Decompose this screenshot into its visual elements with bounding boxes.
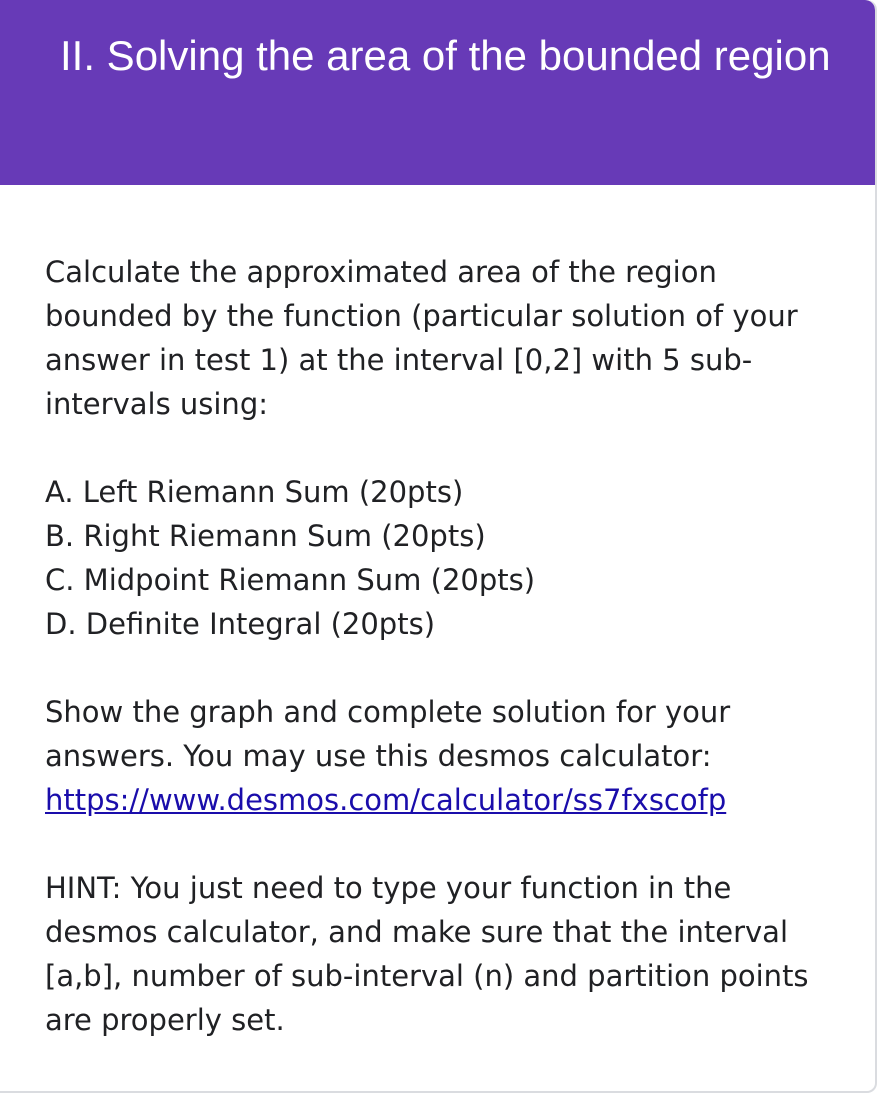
list-item-definite-integral: D. Definite Integral (20pts) <box>45 607 436 641</box>
hint-text: HINT: You just need to type your function in the desmos calculator, and make sure that the interval [a,b], number of sub-interval (n) and partition points are properly set. <box>45 871 809 1037</box>
section-title: II. Solving the area of the bounded region <box>60 32 831 79</box>
instructions-text <box>45 690 845 822</box>
list-item-midpoint-riemann: C. Midpoint Riemann Sum (20pts) <box>45 563 536 597</box>
section-description <box>45 250 845 1042</box>
spacer <box>45 822 845 866</box>
list-item-right-riemann: B. Right Riemann Sum (20pts) <box>45 519 486 553</box>
intro-text: Calculate the approximated area of the region bounded by the function (particular solution of your answer in test 1) at the interval [0,2] with 5 sub-intervals using: <box>45 255 798 421</box>
desmos-link[interactable]: https://www.desmos.com/calculator/ss7fxscofp <box>45 783 727 817</box>
spacer <box>45 426 845 470</box>
section-header <box>0 0 875 185</box>
list-item-left-riemann: A. Left Riemann Sum (20pts) <box>45 475 464 509</box>
spacer <box>45 646 845 690</box>
show-graph-text: Show the graph and complete solution for your answers. You may use this desmos calculator: <box>45 695 731 773</box>
